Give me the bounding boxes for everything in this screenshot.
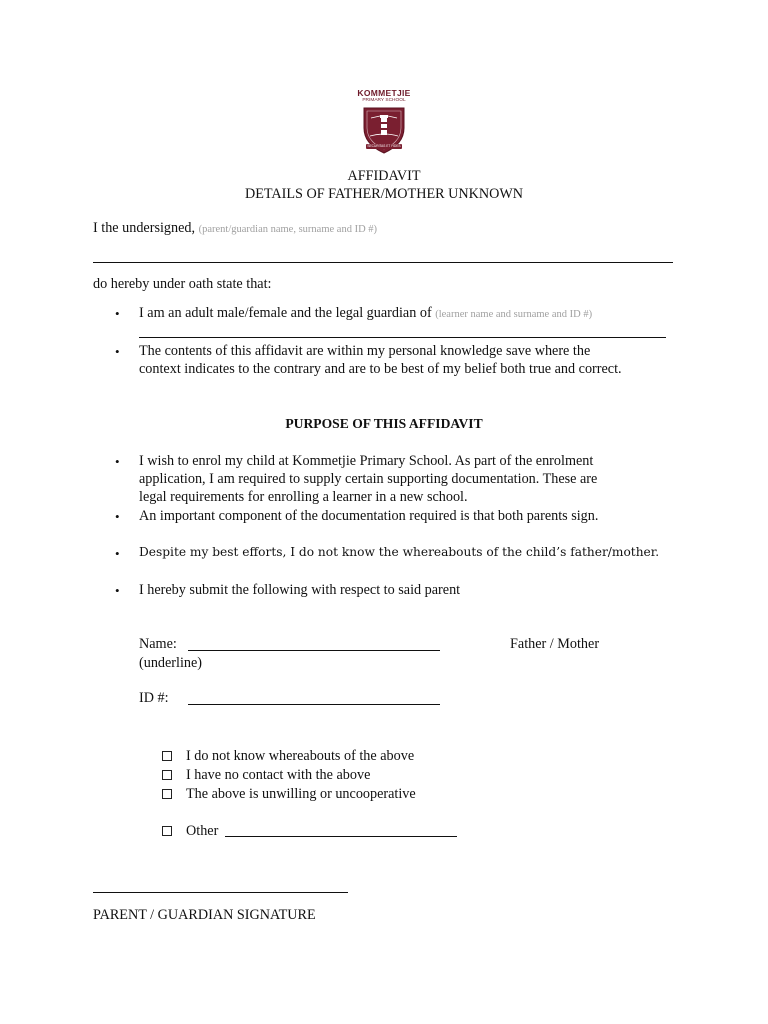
parent-name-field[interactable]	[188, 650, 440, 651]
signature-label: PARENT / GUARDIAN SIGNATURE	[93, 907, 316, 923]
school-logo	[354, 88, 414, 158]
checkbox-whereabouts[interactable]	[162, 751, 172, 761]
submit-statement: I hereby submit the following with respect to said parent	[139, 582, 461, 598]
undersigned-label: I the undersigned,	[93, 220, 196, 236]
knowledge-statement-line2: context indicates to the contrary and are to be best of my belief both true and correct.	[139, 361, 622, 377]
whereabouts-statement: Despite my best efforts, I do not know the whereabouts of the child’s father/mother.	[139, 545, 660, 559]
underline-note: (underline)	[139, 655, 203, 671]
signature-field[interactable]	[93, 892, 348, 893]
bullet-icon: •	[115, 344, 120, 359]
checkbox-other-label: Other	[186, 823, 219, 839]
other-field[interactable]	[225, 836, 457, 837]
component-statement: An important component of the documentation required is that both parents sign.	[139, 508, 599, 524]
checkbox-no-contact-label: I have no contact with the above	[186, 767, 371, 783]
name-label: Name:	[139, 636, 177, 652]
crest-motto: SECURITAS ET FIDES	[367, 144, 401, 148]
enrol-statement-line1: I wish to enrol my child at Kommetjie Primary School. As part of the enrolment	[139, 453, 594, 469]
checkbox-unwilling[interactable]	[162, 789, 172, 799]
enrol-statement-line2: application, I am required to supply certain supporting documentation. These are	[139, 471, 598, 487]
enrol-statement-line3: legal requirements for enrolling a learner in a new school.	[139, 489, 468, 505]
oath-statement: do hereby under oath state that:	[93, 276, 272, 292]
bullet-icon: •	[115, 454, 120, 469]
school-name-bottom: PRIMARY SCHOOL	[362, 98, 406, 103]
purpose-heading: PURPOSE OF THIS AFFIDAVIT	[285, 416, 483, 431]
bullet-icon: •	[115, 583, 120, 598]
guardian-hint: (learner name and surname and ID #)	[435, 309, 593, 320]
guardian-row	[139, 305, 592, 322]
knowledge-statement-line1: The contents of this affidavit are within my personal knowledge save where the	[139, 343, 591, 359]
document-subtitle: DETAILS OF FATHER/MOTHER UNKNOWN	[244, 186, 523, 202]
parent-id-field[interactable]	[188, 704, 440, 705]
bullet-icon: •	[115, 546, 120, 561]
guardian-statement: I am an adult male/female and the legal guardian of	[139, 305, 432, 321]
document-title: AFFIDAVIT	[347, 168, 421, 184]
checkbox-other[interactable]	[162, 826, 172, 836]
school-name-top: KOMMETJIE	[357, 88, 411, 98]
id-label: ID #:	[139, 690, 169, 706]
checkbox-whereabouts-label: I do not know whereabouts of the above	[186, 748, 415, 764]
bullet-icon: •	[115, 509, 120, 524]
learner-field[interactable]	[139, 337, 666, 338]
checkbox-no-contact[interactable]	[162, 770, 172, 780]
undersigned-row	[93, 220, 377, 237]
checkbox-unwilling-label: The above is unwilling or uncooperative	[186, 786, 416, 802]
undersigned-field[interactable]	[93, 262, 673, 263]
bullet-icon: •	[115, 306, 120, 321]
undersigned-hint: (parent/guardian name, surname and ID #)	[198, 224, 378, 235]
father-mother-choice[interactable]: Father / Mother	[510, 636, 600, 652]
